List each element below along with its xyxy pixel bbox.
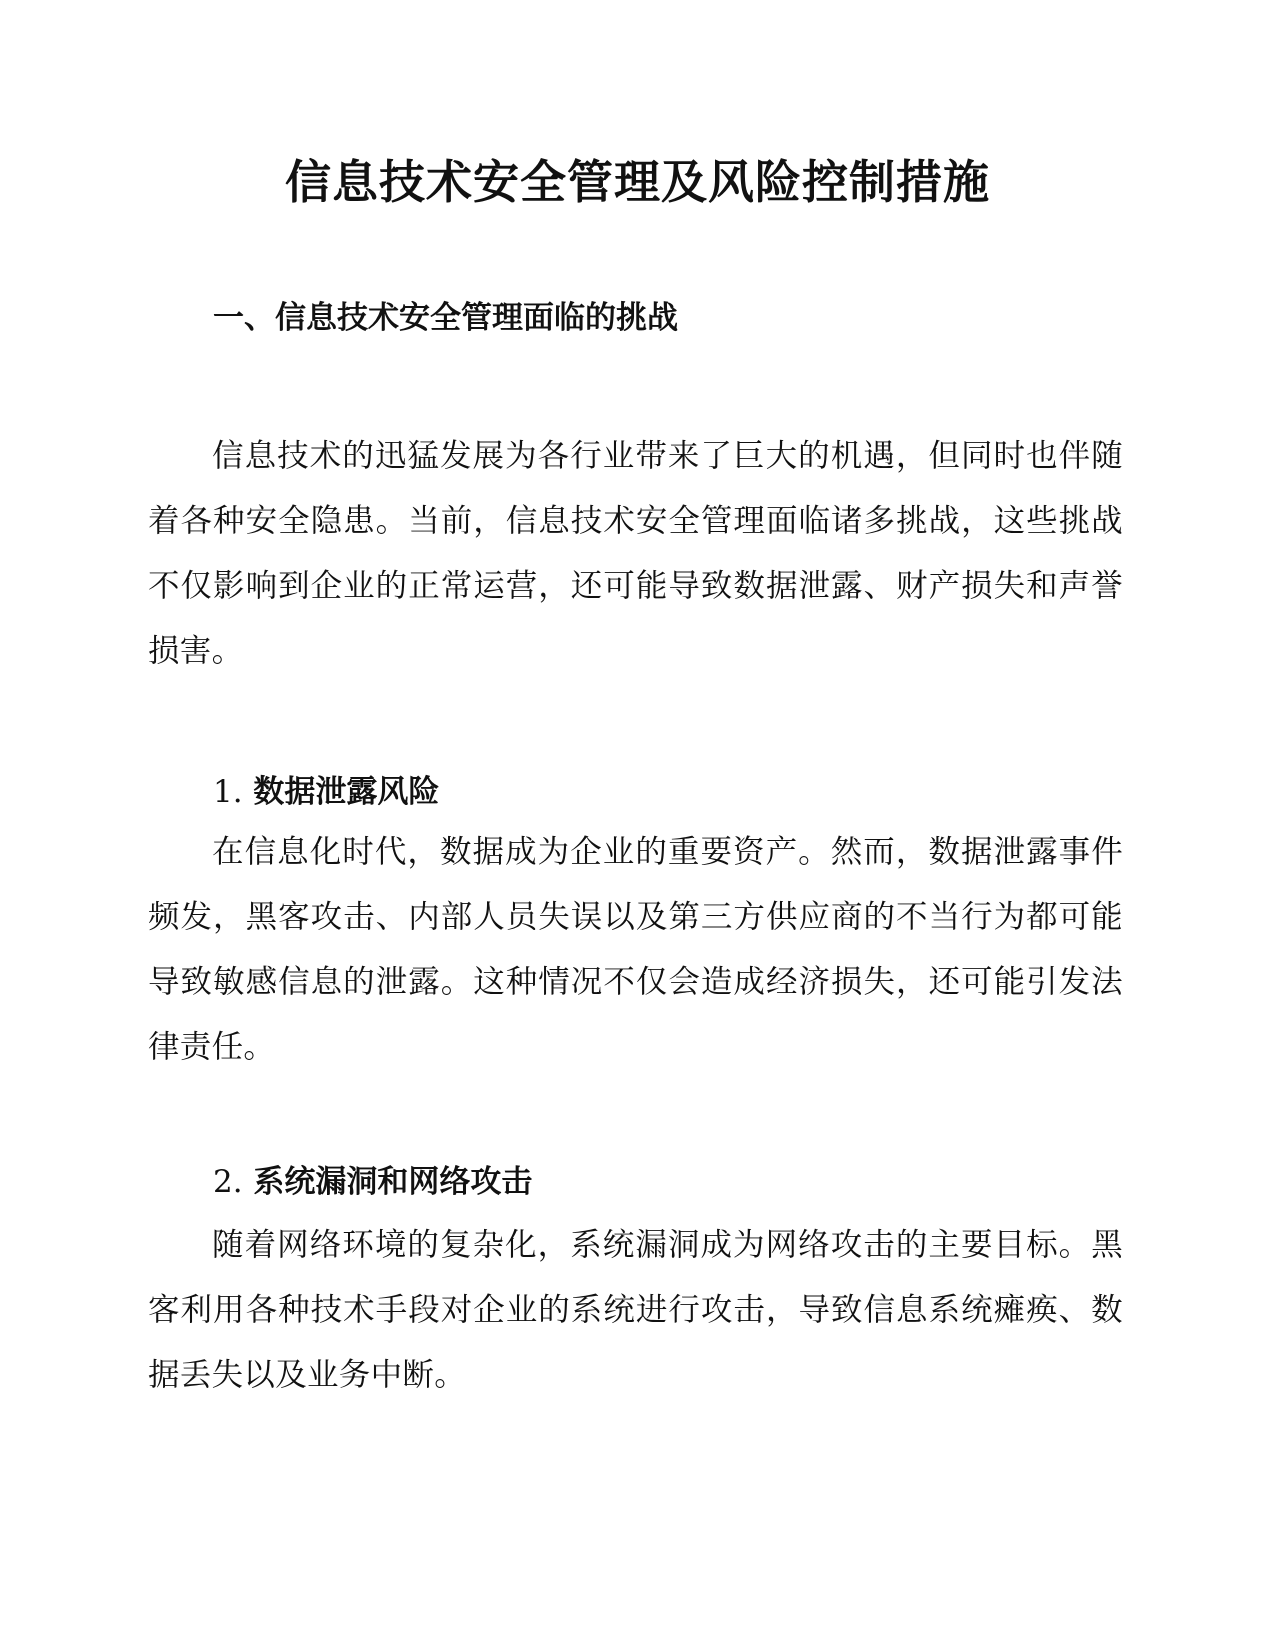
subheading-number: 1. — [213, 774, 243, 810]
subheading-title: 数据泄露风险 — [253, 774, 440, 810]
data-leak-paragraph: 在信息化时代，数据成为企业的重要资产。然而，数据泄露事件频发，黑客攻击、内部人员失误以及第三方供应商的不当行为都可能导致敏感信息的泄露。这种情况不仅会造成经济损失，还可能引发法律责任。 — [148, 834, 1123, 1065]
subheading-title: 系统漏洞和网络攻击 — [253, 1164, 533, 1200]
subheading-number: 2. — [213, 1164, 243, 1200]
system-vulnerabilities-paragraph: 随着网络环境的复杂化，系统漏洞成为网络攻击的主要目标。黑客利用各种技术手段对企业的系统进行攻击，导致信息系统瘫痪、数据丢失以及业务中断。 — [148, 1227, 1123, 1393]
section-heading: 一、信息技术安全管理面临的挑战 — [213, 300, 678, 336]
document-title: 信息技术安全管理及风险控制措施 — [285, 155, 990, 209]
intro-paragraph: 信息技术的迅猛发展为各行业带来了巨大的机遇，但同时也伴随着各种安全隐患。当前，信息技术安全管理面临诸多挑战，这些挑战不仅影响到企业的正常运营，还可能导致数据泄露、财产损失和声誉损害。 — [148, 438, 1123, 669]
subheading-system-vulnerabilities — [213, 1160, 532, 1204]
subheading-data-leak — [213, 770, 439, 814]
